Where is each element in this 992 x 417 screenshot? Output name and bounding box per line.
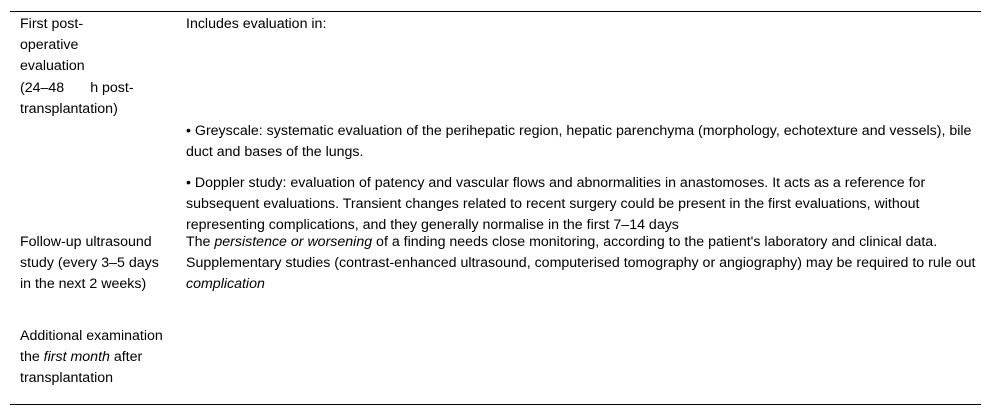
row-content [174,232,981,322]
row-content [174,326,981,404]
row-label [10,326,174,404]
label-line: operative [20,37,79,54]
content-text: The persistence or worsening of a finding needs close monitoring, according to the patient's laboratory and clinical data. Supplementary studies (contrast-enhanced ultrasound, computerised tomography or angiography) may be required to rule out complication [186,234,976,293]
content-text: • Greyscale: systematic evaluation of the perihepatic region, hepatic parenchyma (morphology, echotexture and vessels), bile duct and bases of the lungs. [186,123,972,161]
row-content [174,121,981,172]
row-content [174,14,981,120]
table-row [10,322,981,404]
table-row [10,120,981,172]
table-row [10,227,981,322]
row-content [174,173,981,234]
row-label [10,173,174,227]
row-label [10,232,174,322]
content-text: Includes evaluation in: [186,16,327,32]
label-line: (24–48 h post- [20,79,134,96]
label-line: transplantation) [20,100,118,117]
label-text: Additional examination the first month after transplantation [20,328,163,387]
row-label [10,14,174,120]
content-text: • Doppler study: evaluation of patency and vascular flows and abnormalities in anastomoses. It acts as a reference for subsequent evaluations. Transient changes related to recent surgery could be present in the first evaluations, without representing complications, and they generally normalise in the first 7–14 days [186,175,926,234]
label-line: evaluation [20,58,85,75]
table-row [10,12,981,120]
label-text: Follow-up ultrasound study (every 3–5 days in the next 2 weeks) [20,234,159,293]
table-row [10,172,981,234]
row-label [10,121,174,172]
evaluation-table [10,11,981,405]
label-line: First post- [20,16,84,32]
